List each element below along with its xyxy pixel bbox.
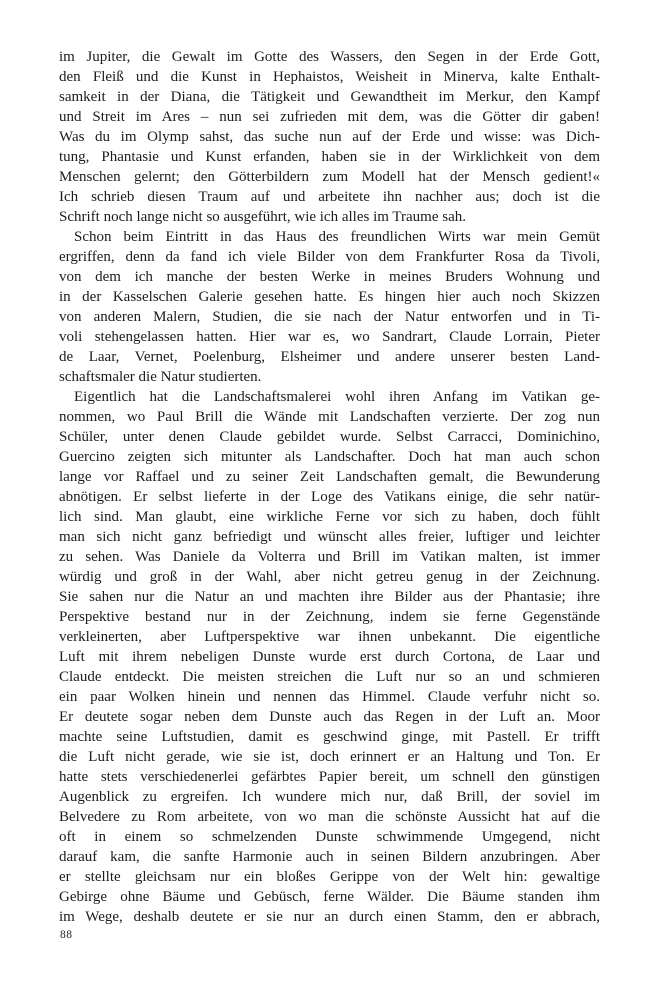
text-line: man sich nicht ganz befriedigt und wünscht alles freier, luftiger und leichter [59,529,600,545]
text-line: hatte stets verschiedenerlei gefärbtes Papier bereit, um schnell den günstigen [59,769,600,785]
text-line: Schüler, unter denen Claude gebildet wurde. Selbst Carracci, Dominichino, [59,429,600,445]
page-number: 88 [60,929,73,941]
text-line: Perspektive bestand nur in der Zeichnung, indem sie ferne Gegenstände [59,609,600,625]
text-line: Eigentlich hat die Landschaftsmalerei wohl ihren Anfang im Vatikan ge- [74,389,600,405]
text-line: Luft mit ihrem nebeligen Dunste wurde erst durch Cortona, de Laar und [59,649,600,665]
text-line: zu sehen. Was Daniele da Volterra und Brill im Vatikan malten, ist immer [59,549,600,565]
text-line: und Streit im Ares – nun sei zufrieden mit dem, was die Götter dir gaben! [59,109,600,125]
text-line: tung, Phantasie und Kunst erfanden, haben sie in der Wirklichkeit von dem [59,149,600,165]
text-line: machte seine Luftstudien, damit es geschwind ginge, mit Pastell. Er trifft [59,729,600,745]
text-line: darauf kam, die sanfte Harmonie auch in seinen Bildern anzubringen. Aber [59,849,600,865]
text-line: Gebirge ohne Bäume und Gebüsch, ferne Wälder. Die Bäume standen ihm [59,889,600,905]
text-line: Er deutete sogar neben dem Dunste auch das Regen in der Luft an. Moor [59,709,600,725]
text-line: von dem ich manche der besten Werke in meines Bruders Wohnung und [59,269,600,285]
text-line: samkeit in der Diana, die Tätigkeit und Gewandtheit im Merkur, den Kampf [59,89,600,105]
page-text [59,47,600,927]
text-line: oft in einem so schmelzenden Dunste schwimmende Umgegend, nicht [59,829,600,845]
text-line: im Wege, deshalb deutete er sie nur an durch einen Stamm, den er abbrach, [59,909,600,925]
text-line: lich sind. Man glaubt, eine wirkliche Ferne vor sich zu haben, doch fühlt [59,509,600,525]
text-line: abnötigen. Er selbst lieferte in der Loge des Vatikans einige, die sehr natür- [59,489,600,505]
text-line: lange vor Raffael und zu seiner Zeit Landschaften gemalt, die Bewunderung [59,469,600,485]
text-line: Ich schrieb diesen Traum auf und arbeitete ihn nachher aus; doch ist die [59,189,600,205]
text-line: er stellte gleichsam nur ein bloßes Gerippe von der Welt hin: gewaltige [59,869,600,885]
text-line: in der Kasselschen Galerie gesehen hatte. Es hingen hier auch noch Skizzen [59,289,600,305]
text-line: Sie sahen nur die Natur an und machten ihre Bilder aus der Phantasie; ihre [59,589,600,605]
text-line: im Jupiter, die Gewalt im Gotte des Wassers, den Segen in der Erde Gott, [59,49,600,65]
paragraph [59,387,600,927]
text-line: Guercino zeigten sich mitunter als Landschafter. Doch hat man auch schon [59,449,600,465]
text-line: de Laar, Vernet, Poelenburg, Elsheimer und andere unserer besten Land- [59,349,600,365]
text-line: nommen, wo Paul Brill die Wände mit Landschaften verzierte. Der zog nun [59,409,600,425]
text-line: verkleinerten, aber Luftperspektive war ihnen unbekannt. Die eigentliche [59,629,600,645]
text-line: Augenblick zu ergreifen. Ich wundere mich nur, daß Brill, der soviel im [59,789,600,805]
text-line: ergriffen, denn da fand ich viele Bilder von dem Frankfurter Rosa da Tivoli, [59,249,600,265]
text-line: Schon beim Eintritt in das Haus des freundlichen Wirts war mein Gemüt [74,229,600,245]
text-line: von anderen Malern, Studien, die sie nach der Natur entworfen und in Ti- [59,309,600,325]
text-line: den Fleiß und die Kunst in Hephaistos, Weisheit in Minerva, kalte Enthalt- [59,69,600,85]
text-line: die Luft nicht gerade, wie sie ist, doch erinnert er an Haltung und Ton. Er [59,749,600,765]
text-line: Claude entdeckt. Die meisten streichen die Luft nur so an und schmieren [59,669,600,685]
text-line: schaftsmaler die Natur studierten. [59,369,262,385]
text-line: Belvedere zu Rom arbeitete, von wo man die schönste Aussicht hat auf die [59,809,600,825]
text-line: Menschen gelernt; den Götterbildern zum Modell hat der Mensch gedient!« [59,169,600,185]
paragraph [59,227,600,387]
text-line: Schrift noch lange nicht so ausgeführt, wie ich alles im Traume sah. [59,209,466,225]
text-line: würdig und groß in der Wahl, aber nicht getreu genug in der Zeichnung. [59,569,600,585]
text-line: voli stehengelassen hatten. Hier war es, wo Sandrart, Claude Lorrain, Pieter [59,329,600,345]
paragraph [59,47,600,227]
text-line: Was du im Olymp sahst, das suche nun auf der Erde und wisse: was Dich- [59,129,600,145]
text-line: ein paar Wolken hinein und nennen das Himmel. Claude verfuhr nicht so. [59,689,600,705]
